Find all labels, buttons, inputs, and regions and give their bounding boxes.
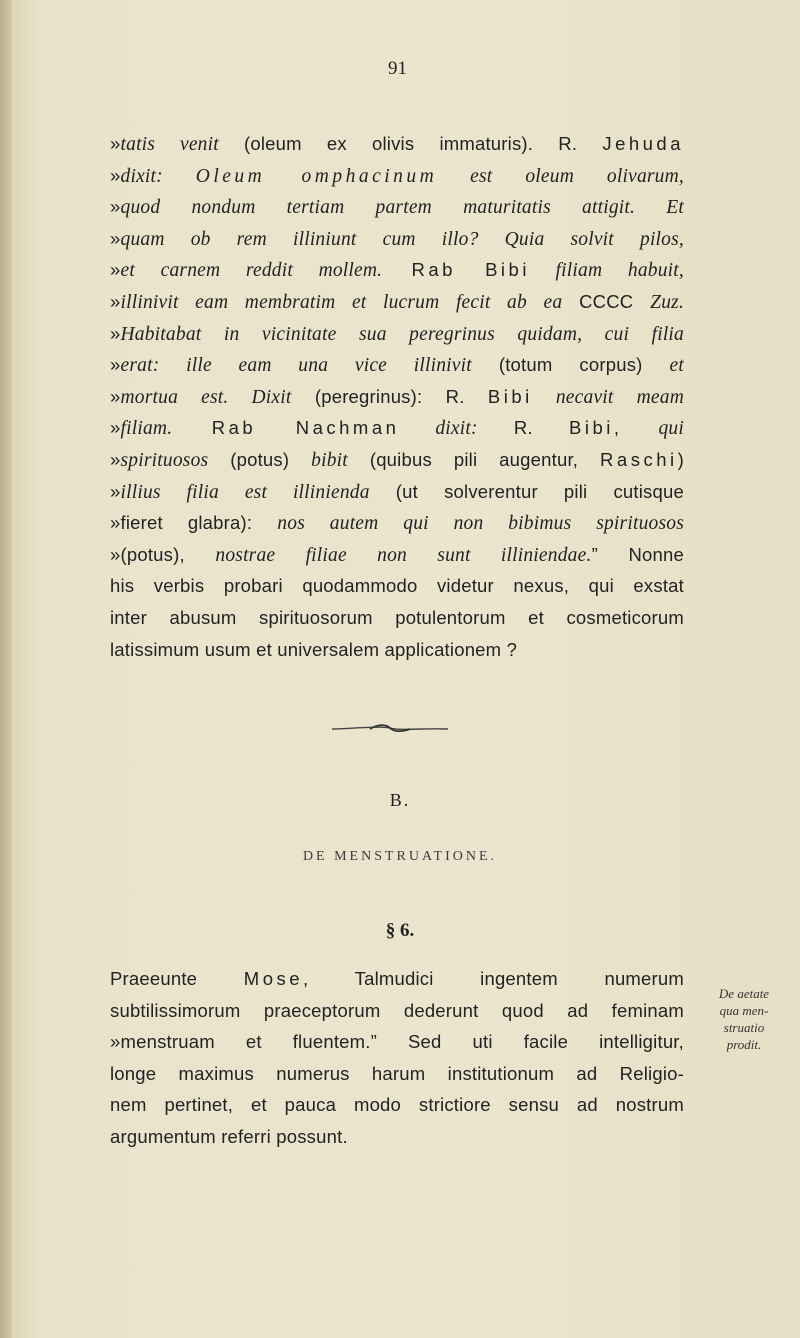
text-block-menstruation — [110, 963, 684, 1153]
text-line — [110, 507, 684, 539]
text-segment: erat: ille eam una vice illinivit — [120, 355, 472, 377]
text-segment: (totum corpus) — [471, 354, 670, 376]
text-segment: (oleum ex olivis immaturis). R. — [218, 133, 603, 154]
text-segment: (quibus pili augentur, — [347, 448, 601, 470]
text-segment: bibit — [311, 449, 348, 471]
text-segment: ) — [677, 448, 684, 470]
text-segment: » — [110, 196, 121, 218]
text-segment: necavit meam — [532, 386, 684, 408]
text-segment: » — [110, 480, 121, 502]
text-segment: Zuz. — [650, 291, 685, 313]
text-segment: dixit: — [399, 418, 478, 440]
text-line — [110, 381, 684, 413]
text-line — [110, 128, 684, 160]
text-line — [110, 444, 684, 476]
text-segment: quod nondum tertiam partem maturitatis attigit. Et — [120, 197, 684, 219]
paragraph-mark: § 6. — [385, 920, 415, 941]
text-line — [110, 318, 684, 350]
text-segment: tatis venit — [120, 134, 219, 155]
text-segment: (ut solverentur pili cutisque — [369, 480, 684, 502]
text-segment: Bibi — [487, 385, 533, 407]
section-title: DE MENSTRUATIONE. — [302, 849, 498, 864]
margin-note — [704, 985, 784, 1053]
text-block-continuation — [110, 128, 684, 665]
text-segment: »menstruam et fluentem.” Sed uti facile intelligitur, — [110, 1031, 684, 1053]
text-line — [110, 476, 684, 508]
text-line — [110, 191, 684, 223]
text-segment: » — [110, 259, 121, 281]
text-line — [110, 1121, 684, 1153]
text-segment: illinivit eam membratim et lucrum fecit ab ea — [120, 291, 563, 313]
text-segment: » — [110, 385, 121, 407]
text-segment: longe maximus numerus harum institutionum ad Religio- — [110, 1062, 684, 1084]
text-line — [110, 1026, 684, 1058]
text-segment: (potus) — [208, 448, 312, 470]
page-number: 91 — [388, 58, 407, 79]
text-segment: Mose — [243, 968, 304, 989]
text-segment: » — [110, 354, 121, 376]
text-segment: »fieret glabra): — [110, 512, 278, 534]
text-segment: Raschi — [600, 448, 678, 470]
text-line — [110, 254, 684, 286]
text-line — [110, 995, 684, 1027]
text-line — [110, 412, 684, 444]
text-segment: Oleum omphacinum — [195, 165, 438, 187]
text-segment: inter abusum spirituosorum potulentorum et cosmeticorum — [110, 606, 684, 628]
page-spine-shadow — [0, 0, 12, 1338]
text-segment: latissimum usum et universalem applicationem ? — [110, 638, 518, 660]
text-segment: » — [110, 164, 121, 186]
text-line — [110, 349, 684, 381]
text-segment: nem pertinet, et pauca modo strictiore sensu ad nostrum — [110, 1094, 684, 1116]
text-line — [110, 160, 684, 192]
text-segment: dixit: — [120, 165, 196, 187]
text-segment: argumentum referri possunt. — [110, 1125, 348, 1147]
text-segment: , Talmudici ingentem numerum — [303, 968, 684, 989]
text-segment: est oleum olivarum, — [437, 165, 684, 187]
text-segment: et — [669, 355, 684, 377]
text-segment: CCCC — [562, 290, 651, 312]
margin-note-line: prodit. — [726, 1037, 762, 1052]
text-segment: nostrae filiae non sunt illiniendae. — [215, 544, 592, 566]
text-line — [110, 602, 684, 634]
text-segment: » — [110, 290, 121, 312]
text-line — [110, 1089, 684, 1121]
text-segment: Rab Nachman — [172, 417, 400, 439]
text-segment: mortua est. Dixit — [120, 386, 292, 408]
text-line — [110, 1058, 684, 1090]
section-letter: B. — [389, 790, 411, 810]
divider-ornament — [330, 722, 450, 736]
text-segment: » — [110, 227, 121, 249]
text-segment: et carnem reddit mollem. — [120, 260, 383, 282]
text-segment: Praeeunte — [110, 968, 244, 989]
text-segment: » — [110, 322, 121, 344]
text-segment: Jehuda — [602, 133, 685, 154]
text-line — [110, 539, 684, 571]
text-segment: illius filia est illinienda — [120, 481, 370, 503]
text-line — [110, 286, 684, 318]
text-segment: (peregrinus): R. — [291, 385, 488, 407]
text-segment: filiam. — [120, 418, 173, 440]
text-segment: spirituosos — [120, 449, 209, 471]
text-segment: filiam habuit, — [529, 260, 684, 282]
text-segment: quam ob rem illiniunt cum illo? Quia solvit pilos, — [120, 228, 684, 250]
text-segment: Habitabat in vicinitate sua peregrinus quidam, cui filia — [120, 323, 684, 345]
margin-note-line: De aetate — [718, 986, 770, 1001]
margin-note-line: struatio — [723, 1020, 765, 1035]
text-segment: his verbis probari quodammodo videtur nexus, qui exstat — [110, 575, 684, 597]
text-segment: » — [110, 133, 121, 154]
text-segment: »(potus), — [110, 543, 216, 565]
text-segment: ” Nonne — [591, 543, 684, 565]
text-segment: subtilissimorum praeceptorum dederunt quod ad feminam — [110, 999, 684, 1021]
text-line — [110, 570, 684, 602]
text-line — [110, 223, 684, 255]
text-segment: » — [110, 448, 121, 470]
margin-note-line: qua men- — [719, 1003, 769, 1018]
text-line — [110, 634, 684, 666]
text-segment: » — [110, 417, 121, 439]
text-segment: R. — [477, 417, 570, 439]
text-segment: Rab Bibi — [382, 259, 530, 281]
text-segment: Bibi, — [569, 417, 623, 439]
text-line — [110, 963, 684, 995]
text-segment: qui — [622, 418, 684, 440]
text-segment: nos autem qui non bibimus spirituosos — [277, 513, 684, 535]
